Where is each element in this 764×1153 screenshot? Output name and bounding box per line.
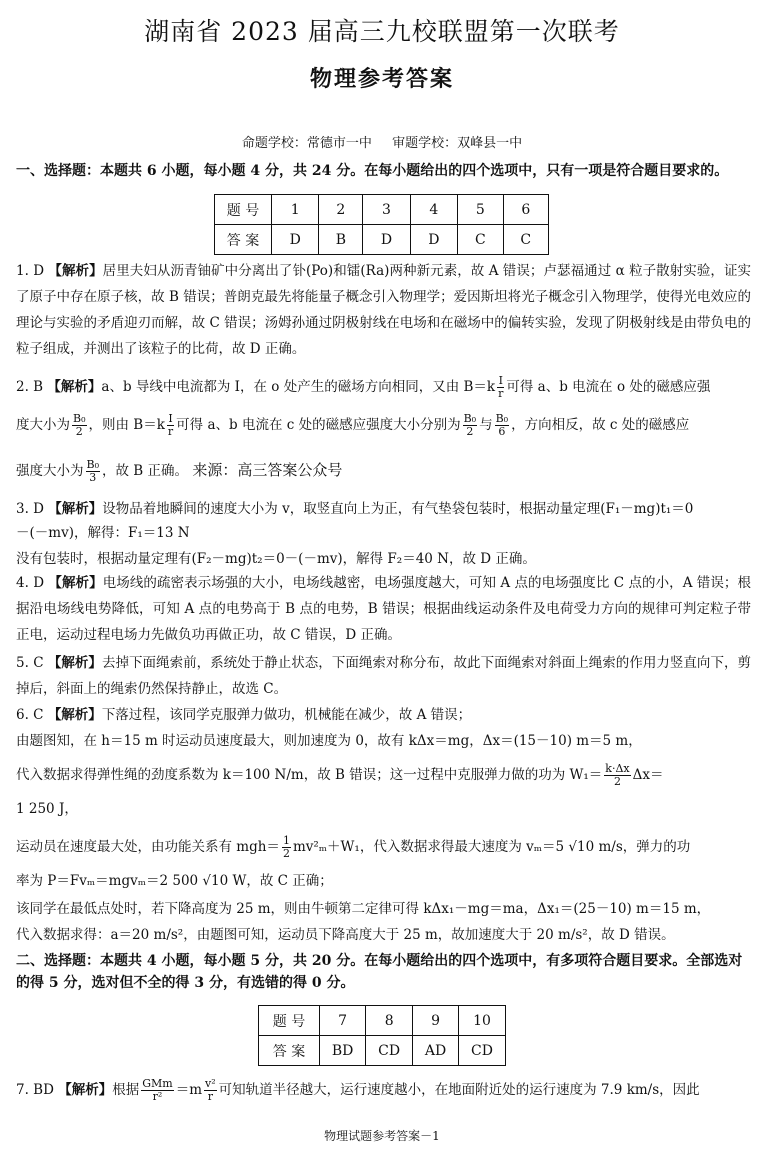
table-row-numbers xyxy=(215,195,549,225)
fraction: $\frac{\text{B₀}}{6}$ xyxy=(495,412,509,438)
q7-number: 7. BD xyxy=(16,1082,54,1098)
q2-line1 xyxy=(16,372,751,402)
fraction: $\frac{1}{2}$ xyxy=(282,834,290,860)
q6-line7: 该同学在最低点处时，若下降高度为 25 m，则由牛顿第二定律可得 kΔx₁－mg＝ma，Δx₁＝(25－10) m＝15 m， xyxy=(16,901,711,917)
q5-number: 5. C xyxy=(16,655,44,671)
fraction: $\frac{I}{r}$ xyxy=(167,412,174,438)
section1-answer-table xyxy=(214,194,549,255)
row-label: 题 号 xyxy=(259,1006,320,1036)
q5-text: 去掉下面绳索前，系统处于静止状态，下面绳索对称分布，故此下面绳索对斜面上绳索的作用力竖直向下，剪掉后，斜面上的绳索仍然保持静止，故选 C。 xyxy=(16,655,752,697)
q3-tag: 【解析】 xyxy=(48,501,103,517)
q2-line2 xyxy=(16,410,751,440)
q6-line8: 代入数据求得：a＝20 m/s²，由题图可知，运动员下降高度大于 25 m，故加速度大于 20 m/s²，故 D 错误。 xyxy=(16,927,675,943)
table-cell: C xyxy=(503,225,548,255)
q2-text: 强度大小为 xyxy=(16,463,84,479)
q2-line3 xyxy=(16,456,751,486)
table-cell: 10 xyxy=(458,1006,505,1036)
q4-tag: 【解析】 xyxy=(48,575,103,591)
row-label: 题 号 xyxy=(215,195,272,225)
q7-text: 可知轨道半径越大，运行速度越小，在地面附近处的运行速度为 7.9 km/s，因此 xyxy=(218,1082,700,1098)
table-row-answers xyxy=(215,225,549,255)
fraction: $\frac{\text{B₀}}{2}$ xyxy=(463,412,477,438)
table-cell: D xyxy=(410,225,457,255)
fraction: $\frac{\text{B₀}}{2}$ xyxy=(73,412,86,438)
q2-text: ，方向相反，故 c 处的磁感应 xyxy=(511,417,690,433)
source-note: 来源：高三答案公众号 xyxy=(192,462,343,479)
exam-title: 湖南省 2023 届高三九校联盟第一次联考 xyxy=(144,17,620,46)
table-row-answers xyxy=(259,1036,506,1066)
table-cell: AD xyxy=(413,1036,459,1066)
school-info xyxy=(0,132,764,151)
proposer-school: 命题学校：常德市一中 xyxy=(241,136,372,151)
q6-text: 代入数据求得弹性绳的劲度系数为 k＝100 N/m，故 B 错误；这一过程中克服弹力做的功为 W₁＝ xyxy=(16,767,603,783)
q7-line1 xyxy=(16,1074,751,1106)
q3-line3: 没有包装时，根据动量定理有(F₂－mg)t₂＝0－(－mv)，解得 F₂＝40 N，故 D 正确。 xyxy=(16,551,536,567)
q3-number: 3. D xyxy=(16,501,44,517)
row-label: 答 案 xyxy=(259,1036,320,1066)
q1-tag: 【解析】 xyxy=(48,263,103,279)
q3-line1 xyxy=(16,498,751,520)
table-cell: 2 xyxy=(319,195,363,225)
section1-heading: 一、选择题：本题共 6 小题，每小题 4 分，共 24 分。在每小题给出的四个选项中，只有一项是符合题目要求的。 xyxy=(16,163,729,179)
table-cell: BD xyxy=(320,1036,366,1066)
q6-line3 xyxy=(16,760,751,790)
row-label: 答 案 xyxy=(215,225,272,255)
q1-text: 居里夫妇从沥青铀矿中分离出了钋(Po)和镭(Ra)两种新元素，故 A 错误；卢瑟福通过 α 粒子散射实验，证实了原子中存在原子核，故 B 错误；普朗克最先将能量子概念引入物理学；爱因斯坦将光子概念引入物理学，使得光电效应的理论与实验的矛盾迎刃而解，故 C 错误；汤姆孙通过阴极射线在电场和在磁场中的偏转实验，发现了阴极射线是由带负电的粒子组成，并测出了该粒子的比荷，故 D 正确。 xyxy=(16,263,752,357)
q2-text: ，故 B 正确。 xyxy=(102,463,189,479)
fraction: $\frac{I}{r}$ xyxy=(498,374,504,400)
table-cell: 5 xyxy=(458,195,503,225)
table-cell: C xyxy=(458,225,503,255)
q6-text: 运动员在速度最大处，由功能关系有 mgh＝ xyxy=(16,839,280,855)
fraction: $\frac{\text{B₀}}{3}$ xyxy=(86,458,99,484)
q6-tag: 【解析】 xyxy=(47,707,102,723)
q1-explanation xyxy=(16,258,751,362)
q2-text: a、b 导线中电流都为 I，在 o 处产生的磁场方向相同，又由 B＝k xyxy=(101,379,496,395)
q4-text: 电场线的疏密表示场强的大小，电场线越密，电场强度越大，可知 A 点的电场强度比 C 点的小，A 错误；根据沿电场线电势降低，可知 A 点的电势高于 B 点的电势，B 错误；根据曲线运动条件及电荷受力方向的规律可判定粒子带正电，运动过程电场力先做负功再做正功，故 C 错误，D 正确。 xyxy=(16,575,751,643)
q2-text: ，则由 B＝k xyxy=(88,417,165,433)
q6-text: Δx＝ xyxy=(632,767,664,783)
q6-text: mv²ₘ＋W₁，代入数据求得最大速度为 vₘ＝5 √10 m/s，弹力的功 xyxy=(292,839,691,855)
q2-text: 度大小为 xyxy=(16,417,70,433)
q3-text: 设物品着地瞬间的速度大小为 v，取竖直向上为正，有气垫袋包装时，根据动量定理(F₁－mg)t₁＝0 xyxy=(102,501,694,517)
q4-explanation xyxy=(16,570,751,648)
q2-tag: 【解析】 xyxy=(47,379,102,395)
q6-line5 xyxy=(16,832,751,862)
q5-explanation xyxy=(16,650,751,702)
q6-line6: 率为 P＝Fvₘ＝mgvₘ＝2 500 √10 W，故 C 正确； xyxy=(16,873,333,889)
q6-line1 xyxy=(16,704,751,726)
q7-tag: 【解析】 xyxy=(58,1082,113,1098)
table-cell: 3 xyxy=(363,195,410,225)
table-cell: 7 xyxy=(320,1006,366,1036)
table-cell: 6 xyxy=(503,195,548,225)
fraction: $\frac{k\cdot\Delta x}{2}$ xyxy=(605,762,630,788)
table-cell: B xyxy=(319,225,363,255)
table-cell: D xyxy=(363,225,410,255)
q2-text: 与 xyxy=(479,417,493,433)
q2-number: 2. B xyxy=(16,379,44,395)
q3-line2: －(－mv)，解得：F₁＝13 N xyxy=(16,525,190,541)
table-cell: D xyxy=(272,225,319,255)
fraction: $\frac{\text{v²}}{r}$ xyxy=(205,1077,216,1103)
q7-text: 根据 xyxy=(112,1082,140,1098)
table-cell: 1 xyxy=(272,195,319,225)
table-cell: 4 xyxy=(410,195,457,225)
answer-key-title: 物理参考答案 xyxy=(309,66,454,92)
page-footer: 物理试题参考答案－1 xyxy=(324,1129,440,1143)
table-cell: 9 xyxy=(413,1006,459,1036)
section2-heading: 二、选择题：本题共 4 小题，每小题 5 分，共 20 分。在每小题给出的四个选项中，有多项符合题目要求。全部选对的得 5 分，选对但不全的得 3 分，有选错的得 0 分。 xyxy=(16,953,743,991)
q1-number: 1. D xyxy=(16,263,45,279)
q6-line4: 1 250 J， xyxy=(16,801,78,817)
table-cell: 8 xyxy=(366,1006,413,1036)
q7-text: ＝m xyxy=(175,1082,203,1098)
q4-number: 4. D xyxy=(16,575,45,591)
reviewer-school: 审题学校：双峰县一中 xyxy=(392,136,523,151)
table-cell: CD xyxy=(366,1036,413,1066)
q2-text: 可得 a、b 电流在 o 处的磁感应强 xyxy=(506,379,711,395)
q6-number: 6. C xyxy=(16,707,44,723)
q2-text: 可得 a、b 电流在 c 处的磁感应强度大小分别为 xyxy=(176,417,461,433)
table-row-numbers xyxy=(259,1006,506,1036)
q5-tag: 【解析】 xyxy=(47,655,102,671)
q6-line2: 由题图知，在 h＝15 m 时运动员速度最大，则加速度为 0，故有 kΔx＝mg，Δx＝(15－10) m＝5 m， xyxy=(16,733,642,749)
fraction: $\frac{\text{GMm}}{\text{r²}}$ xyxy=(142,1077,173,1103)
section2-answer-table xyxy=(258,1005,506,1066)
q6-text: 下落过程，该同学克服弹力做功，机械能在减少，故 A 错误； xyxy=(101,707,472,723)
table-cell: CD xyxy=(458,1036,505,1066)
